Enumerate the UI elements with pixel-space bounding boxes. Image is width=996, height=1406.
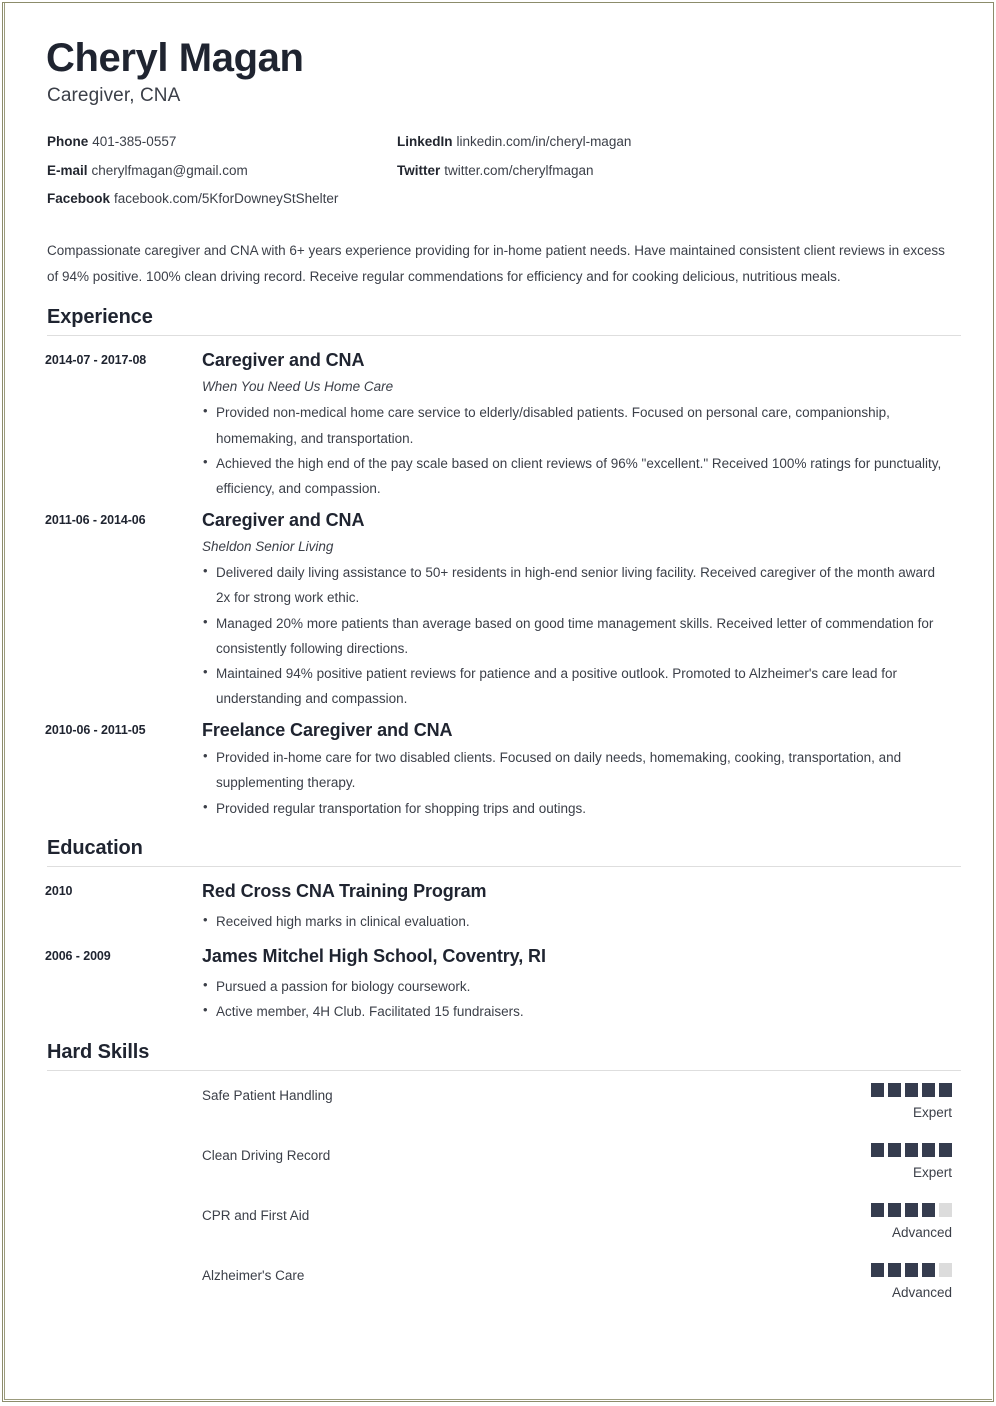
entry-body (202, 508, 955, 711)
entry-bullet-list (202, 745, 947, 820)
education-entries (45, 879, 955, 1025)
section-experience (45, 306, 955, 821)
entry-role-title: James Mitchel High School, Coventry, RI (202, 946, 546, 967)
timeline-entry (45, 944, 955, 1025)
contact-item (47, 162, 397, 180)
rating-square-filled (871, 1143, 884, 1157)
job-title: Caregiver, CNA (47, 85, 181, 107)
skill-rating-squares (835, 1203, 952, 1217)
entry-bullet-list (202, 909, 947, 934)
contact-value[interactable]: twitter.com/cherylfmagan (444, 162, 594, 178)
rating-square-filled (905, 1143, 918, 1157)
professional-summary: Compassionate caregiver and CNA with 6+ years experience providing for in-home patient needs. Have maintained consistent client reviews in excess of 94% positive. 100% clean driving record. Receive regular commendations for efficiency and for cooking delicious, nutritious meals. (47, 243, 945, 284)
entry-role-title: Red Cross CNA Training Program (202, 880, 487, 901)
skill-name: Alzheimer's Care (202, 1268, 305, 1284)
contact-value[interactable]: cherylfmagan@gmail.com (91, 162, 248, 178)
entry-bullet: • Provided non-medical home care service to elderly/disabled patients. Focused on personal care, companionship, homemaking, and transportation. (202, 400, 947, 450)
entry-bullet: • Maintained 94% positive patient reviews for patience and a positive outlook. Promoted to Alzheimer's care lead for understanding and compassion. (202, 661, 947, 711)
skill-level-label: Advanced (891, 1224, 952, 1240)
skill-row (45, 1143, 955, 1181)
entry-bullet: • Active member, 4H Club. Facilitated 15 fundraisers. (202, 999, 947, 1024)
skill-level-label: Expert (912, 1104, 952, 1120)
entry-date: 2011-06 - 2014-06 (45, 512, 146, 527)
entry-organization: Sheldon Senior Living (202, 539, 334, 555)
skill-name: CPR and First Aid (202, 1207, 310, 1223)
section-hard-skills (45, 1041, 955, 1302)
entry-bullet-list (202, 400, 947, 500)
section-divider (47, 1070, 961, 1071)
contact-label: Phone (47, 134, 89, 150)
entry-bullet: • Provided regular transportation for shopping trips and outings. (202, 796, 947, 821)
rating-square-filled (922, 1263, 935, 1277)
contact-label: E-mail (47, 162, 88, 178)
contact-value[interactable]: linkedin.com/in/cheryl-magan (456, 134, 632, 150)
rating-square-filled (922, 1143, 935, 1157)
page-frame-inner (4, 3, 992, 1400)
contact-details (47, 133, 955, 208)
entry-bullet: • Received high marks in clinical evaluation. (202, 909, 947, 934)
entry-bullet: • Achieved the high end of the pay scale based on client reviews of 96% "excellent." Received 100% ratings for punctuality, efficiency, and compassion. (202, 451, 947, 501)
rating-square-filled (905, 1203, 918, 1217)
skill-rating (835, 1263, 955, 1301)
rating-square-filled (922, 1203, 935, 1217)
section-divider (47, 335, 961, 336)
timeline-entry (45, 508, 955, 711)
contact-label: Twitter (397, 162, 441, 178)
rating-square-filled (939, 1143, 952, 1157)
contact-item (47, 190, 397, 208)
section-divider (47, 866, 961, 867)
entry-role-title: Freelance Caregiver and CNA (202, 720, 453, 741)
rating-square-filled (871, 1203, 884, 1217)
entry-bullet: • Delivered daily living assistance to 50+ residents in high-end senior living facility. Received caregiver of the month award 2x for strong work ethic. (202, 560, 947, 610)
entry-date: 2014-07 - 2017-08 (45, 352, 147, 367)
rating-square-filled (905, 1263, 918, 1277)
skill-rating (835, 1203, 955, 1241)
contact-label: Facebook (47, 191, 111, 207)
entry-bullet: • Pursued a passion for biology coursework. (202, 974, 947, 999)
rating-square-filled (871, 1263, 884, 1277)
entry-role-title: Caregiver and CNA (202, 349, 365, 370)
skill-row (45, 1203, 955, 1241)
skill-row (45, 1263, 955, 1301)
section-title-experience: Experience (47, 305, 153, 328)
skill-rating-squares (835, 1263, 952, 1277)
rating-square-filled (871, 1083, 884, 1097)
page-title: Cheryl Magan (46, 36, 304, 80)
rating-square-filled (888, 1083, 901, 1097)
entry-body (202, 944, 955, 1025)
skill-rating (835, 1143, 955, 1181)
entry-organization: When You Need Us Home Care (202, 379, 394, 395)
entry-date: 2010-06 - 2011-05 (45, 723, 146, 738)
entry-date: 2006 - 2009 (45, 949, 111, 964)
contact-item (47, 133, 397, 151)
rating-square-filled (888, 1143, 901, 1157)
rating-square-empty (939, 1203, 952, 1217)
skill-rating (835, 1083, 955, 1121)
page-frame (2, 2, 994, 1402)
skill-row (45, 1083, 955, 1121)
skill-level-label: Expert (912, 1164, 952, 1180)
entry-role-title: Caregiver and CNA (202, 509, 365, 530)
skill-level-label: Advanced (891, 1285, 952, 1301)
experience-entries (45, 348, 955, 821)
skill-name: Safe Patient Handling (202, 1087, 333, 1103)
entry-body (202, 879, 955, 934)
timeline-entry (45, 348, 955, 501)
contact-item (397, 162, 955, 180)
entry-bullet-list (202, 974, 947, 1024)
entry-body (202, 718, 955, 821)
rating-square-filled (922, 1083, 935, 1097)
rating-square-filled (888, 1263, 901, 1277)
resume-document (5, 3, 993, 1399)
skill-rating-squares (835, 1143, 952, 1157)
timeline-entry (45, 879, 955, 934)
timeline-entry (45, 718, 955, 821)
skill-name: Clean Driving Record (202, 1147, 331, 1163)
rating-square-filled (905, 1083, 918, 1097)
rating-square-filled (939, 1083, 952, 1097)
section-title-education: Education (47, 836, 143, 859)
contact-item (397, 133, 955, 151)
contact-label: LinkedIn (397, 134, 453, 150)
rating-square-filled (888, 1203, 901, 1217)
entry-bullet: • Managed 20% more patients than average based on good time management skills. Received letter of commendation for consistently following directions. (202, 611, 947, 661)
section-title-hard-skills: Hard Skills (47, 1040, 150, 1063)
section-education (45, 837, 955, 1025)
entry-body (202, 348, 955, 501)
hard-skills-list (45, 1083, 955, 1302)
entry-date: 2010 (45, 883, 73, 898)
skill-rating-squares (835, 1083, 952, 1097)
entry-bullet-list (202, 560, 947, 711)
contact-value[interactable]: 401-385-0557 (92, 134, 177, 150)
rating-square-empty (939, 1263, 952, 1277)
entry-bullet: • Provided in-home care for two disabled clients. Focused on daily needs, homemaking, cooking, transportation, and supplementing therapy. (202, 745, 947, 795)
contact-value[interactable]: facebook.com/5KforDowneyStShelter (114, 191, 339, 207)
